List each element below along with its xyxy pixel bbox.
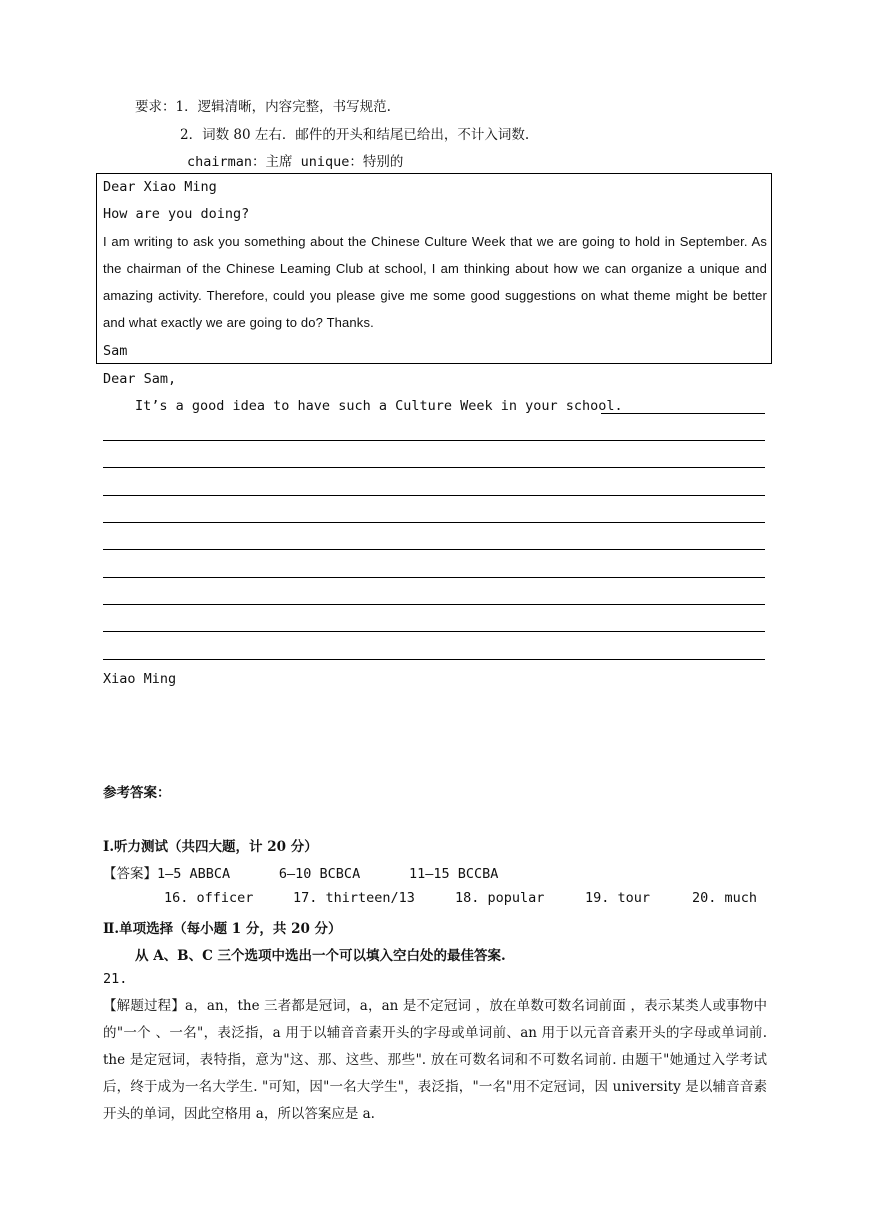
requirement-vocab-note: chairman：主席 unique：特别的 [187,154,404,170]
writing-line[interactable] [103,659,765,660]
writing-line[interactable] [103,631,765,632]
writing-line[interactable] [103,467,765,468]
letter-body: I am writing to ask you something about the Chinese Culture Week that we are going to hold in September. As the chairman of the Chinese Leaming Club at school, I am thinking about how we can organize a unique and amazing activity. Therefore, could you please give me some good suggestions on what theme might be better and what exactly we are going to do? Thanks. [103,234,767,330]
writing-line[interactable] [103,577,765,578]
section1-answers-line: 【答案】1—5 ABBCA 6—10 BCBCA 11—15 BCCBA [103,866,499,882]
section1-item: 19. tour [585,890,651,906]
writing-line[interactable] [103,604,765,605]
reply-opening: It’s a good idea to have such a Culture Week in your school. [135,398,623,414]
letter-salutation: Dear Xiao Ming [103,179,217,195]
question-number: 21. [103,971,128,987]
writing-line[interactable] [601,413,765,414]
section2-instruction: 从 A、B、C 三个选项中选出一个可以填入空白处的最佳答案. [135,948,506,964]
answers-heading: 参考答案： [103,785,171,801]
requirement-line-2: 2．词数 80 左右．邮件的开头和结尾已给出，不计入词数. [180,127,530,143]
letter-signature: Sam [103,343,128,359]
reply-salutation: Dear Sam, [103,371,177,387]
requirement-line-1: 要求：1．逻辑清晰，内容完整，书写规范. [135,99,391,115]
writing-line[interactable] [103,549,765,550]
writing-line[interactable] [103,495,765,496]
section1-item: 16. officer [164,890,254,906]
writing-line[interactable] [103,522,765,523]
section1-item: 20. much [692,890,758,906]
letter-greeting: How are you doing? [103,206,250,222]
section1-item: 18. popular [455,890,545,906]
section2-title: Ⅱ.单项选择（每小题 1 分，共 20 分） [103,921,342,937]
reply-signature: Xiao Ming [103,671,177,687]
question-explanation: 【解题过程】a，an，the 三者都是冠词，a，an 是不定冠词 ，放在单数可数名词前面 ，表示某类人或事物中的"一个 、一名"，表泛指，a 用于以辅音音素开头的字母或单词前、an 用于以元音音素开头的字母或单词前. the 是定冠词，表特指，意为"这、那、这些、那些". 放在可数名词和不可数名词前. 由题干"她通过入学考试后，终于成为一名大学生. "可知，因"一名大学生"，表泛指，"一名"用不定冠词，因 university 是以辅音音素开头的单词，因此空格用 a，所以答案应是 a. [103,998,767,1122]
writing-line[interactable] [103,440,765,441]
section1-title: Ⅰ.听力测试（共四大题，计 20 分） [103,839,318,855]
section1-item: 17. thirteen/13 [293,890,415,906]
